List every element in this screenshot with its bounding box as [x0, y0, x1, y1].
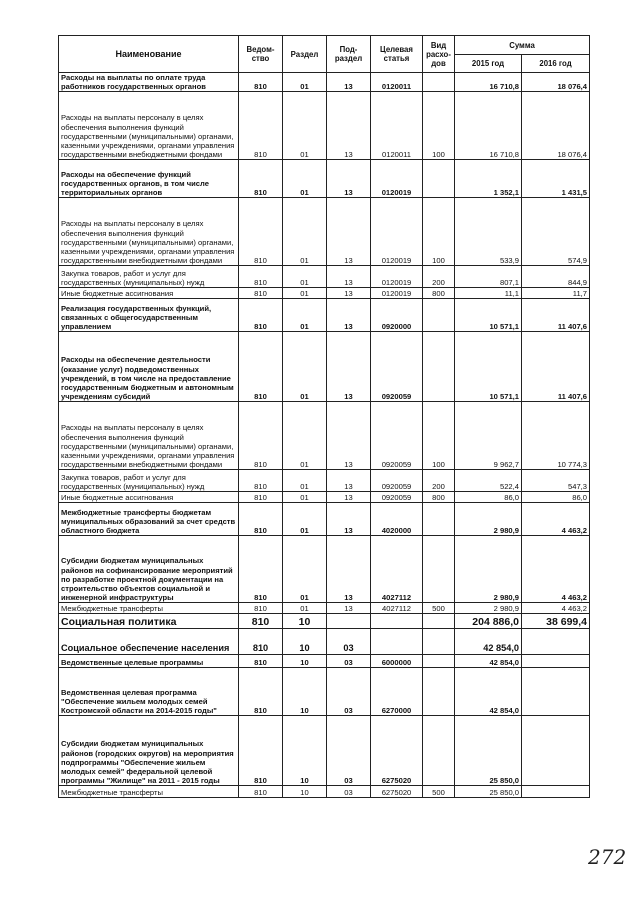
cell-s2016: 11 407,6: [522, 299, 590, 332]
cell-cs: 4020000: [371, 503, 423, 536]
cell-vr: 500: [423, 786, 455, 798]
cell-sec: 10: [283, 655, 327, 668]
cell-s2015: 807,1: [455, 266, 522, 288]
table-header: [59, 36, 590, 73]
cell-s2016: [522, 655, 590, 668]
header-section: Раздел: [283, 36, 327, 73]
cell-vr: [423, 536, 455, 603]
cell-cs: [371, 614, 423, 629]
cell-s2015: 1 352,1: [455, 160, 522, 198]
cell-cs: 0120019: [371, 266, 423, 288]
cell-cs: 0120019: [371, 160, 423, 198]
cell-sec: 10: [283, 629, 327, 655]
cell-name: Межбюджетные трансферты бюджетам муниципальных образований за счет средств областного бюджета: [59, 503, 239, 536]
table-row: [59, 603, 590, 614]
header-target-label: Целевая статья: [380, 45, 413, 63]
cell-sec: 01: [283, 73, 327, 92]
table-row: [59, 92, 590, 160]
table-row: [59, 536, 590, 603]
cell-name: Субсидии бюджетам муниципальных районов (городских округов) на мероприятия подпрограммы "Обеспечение жильем молодых семей" федеральной целевой программы "Жилище" на 2011 - 2015 годы: [59, 716, 239, 786]
cell-cs: 0120011: [371, 92, 423, 160]
cell-s2016: 18 076,4: [522, 73, 590, 92]
cell-s2016: 844,9: [522, 266, 590, 288]
cell-cs: 4027112: [371, 603, 423, 614]
cell-sub: 03: [327, 786, 371, 798]
cell-s2016: 547,3: [522, 470, 590, 492]
cell-cs: 0920059: [371, 332, 423, 402]
cell-s2016: 574,9: [522, 198, 590, 266]
cell-s2016: 11 407,6: [522, 332, 590, 402]
cell-s2015: 2 980,9: [455, 603, 522, 614]
cell-name: Закупка товаров, работ и услуг для государственных (муниципальных) нужд: [59, 266, 239, 288]
table-row: [59, 198, 590, 266]
cell-sub: 13: [327, 470, 371, 492]
header-target: [371, 36, 423, 73]
cell-sec: 01: [283, 503, 327, 536]
cell-vr: [423, 299, 455, 332]
cell-dept: 810: [239, 786, 283, 798]
cell-dept: 810: [239, 73, 283, 92]
cell-vr: 100: [423, 198, 455, 266]
cell-sub: 13: [327, 492, 371, 503]
cell-cs: 0120011: [371, 73, 423, 92]
table-row: [59, 655, 590, 668]
cell-vr: [423, 160, 455, 198]
cell-s2015: 42 854,0: [455, 655, 522, 668]
cell-s2016: [522, 668, 590, 716]
cell-s2015: 25 850,0: [455, 716, 522, 786]
cell-dept: 810: [239, 503, 283, 536]
cell-cs: 6270000: [371, 668, 423, 716]
cell-dept: 810: [239, 402, 283, 470]
cell-sub: 13: [327, 73, 371, 92]
header-dept-label: Ведом- ство: [246, 45, 275, 63]
cell-s2016: 18 076,4: [522, 92, 590, 160]
cell-name: Расходы на выплаты персоналу в целях обеспечения выполнения функций государственными (муниципальными) органами, казенными учреждениями, органами управления государственными внебюджетными фондами: [59, 402, 239, 470]
cell-sub: 13: [327, 503, 371, 536]
cell-sec: 10: [283, 716, 327, 786]
cell-sub: 13: [327, 160, 371, 198]
header-2016: 2016 год: [522, 55, 590, 73]
cell-s2016: 86,0: [522, 492, 590, 503]
cell-vr: 100: [423, 92, 455, 160]
cell-name: Расходы на выплаты по оплате труда работников государственных органов: [59, 73, 239, 92]
cell-s2016: [522, 786, 590, 798]
cell-vr: [423, 629, 455, 655]
cell-name: Иные бюджетные ассигнования: [59, 492, 239, 503]
cell-s2016: 11,7: [522, 288, 590, 299]
cell-dept: 810: [239, 655, 283, 668]
cell-name: Социальное обеспечение населения: [59, 629, 239, 655]
table-row: [59, 73, 590, 92]
budget-table-page: [58, 35, 589, 798]
header-exptype-label: Вид расхо- дов: [426, 40, 451, 68]
cell-cs: 0920059: [371, 470, 423, 492]
cell-name: Расходы на обеспечение деятельности (оказание услуг) подведомственных учреждений, в том числе на предоставление государственным бюджетным и автономным учреждениям субсидий: [59, 332, 239, 402]
cell-sec: 01: [283, 299, 327, 332]
cell-s2016: 4 463,2: [522, 503, 590, 536]
cell-vr: 200: [423, 266, 455, 288]
header-2015: 2015 год: [455, 55, 522, 73]
cell-dept: 810: [239, 492, 283, 503]
cell-vr: [423, 668, 455, 716]
table-row: [59, 299, 590, 332]
cell-cs: 0120019: [371, 198, 423, 266]
cell-s2016: 1 431,5: [522, 160, 590, 198]
cell-sub: [327, 614, 371, 629]
table-row: [59, 786, 590, 798]
cell-cs: 6275020: [371, 786, 423, 798]
cell-name: Субсидии бюджетам муниципальных районов на софинансирование мероприятий по разработке проектной документации на строительство объектов социальной и инженерной инфраструктуры: [59, 536, 239, 603]
cell-sec: 01: [283, 470, 327, 492]
cell-dept: 810: [239, 716, 283, 786]
header-subsection-label: Под- раздел: [334, 45, 363, 63]
table-row: [59, 288, 590, 299]
header-sum: Сумма: [455, 36, 590, 55]
table-row: [59, 668, 590, 716]
cell-name: Закупка товаров, работ и услуг для государственных (муниципальных) нужд: [59, 470, 239, 492]
cell-name: Расходы на обеспечение функций государственных органов, в том числе территориальных органов: [59, 160, 239, 198]
cell-s2015: 204 886,0: [455, 614, 522, 629]
cell-sub: 13: [327, 299, 371, 332]
header-exptype: [423, 36, 455, 73]
table-row: [59, 629, 590, 655]
page-number: 272: [588, 845, 627, 869]
table-row: [59, 470, 590, 492]
cell-cs: 4027112: [371, 536, 423, 603]
cell-s2015: 522,4: [455, 470, 522, 492]
cell-vr: 800: [423, 288, 455, 299]
cell-name: Межбюджетные трансферты: [59, 786, 239, 798]
cell-sub: 03: [327, 668, 371, 716]
cell-vr: 800: [423, 492, 455, 503]
cell-sub: 13: [327, 266, 371, 288]
table-row: [59, 614, 590, 629]
cell-dept: 810: [239, 629, 283, 655]
cell-sec: 01: [283, 492, 327, 503]
cell-name: Расходы на выплаты персоналу в целях обеспечения выполнения функций государственными (муниципальными) органами, казенными учреждениями, органами управления государственными внебюджетными фондами: [59, 92, 239, 160]
cell-sec: 01: [283, 536, 327, 603]
cell-sec: 10: [283, 614, 327, 629]
cell-dept: 810: [239, 288, 283, 299]
cell-sub: 13: [327, 92, 371, 160]
cell-name: Социальная политика: [59, 614, 239, 629]
cell-dept: 810: [239, 470, 283, 492]
cell-name: Реализация государственных функций, связанных с общегосударственным управлением: [59, 299, 239, 332]
cell-vr: 100: [423, 402, 455, 470]
cell-sec: 01: [283, 402, 327, 470]
cell-s2016: [522, 629, 590, 655]
cell-vr: [423, 332, 455, 402]
cell-sec: 01: [283, 603, 327, 614]
cell-sub: 13: [327, 198, 371, 266]
cell-sub: 13: [327, 288, 371, 299]
cell-sec: 01: [283, 288, 327, 299]
cell-s2015: 533,9: [455, 198, 522, 266]
cell-s2015: 9 962,7: [455, 402, 522, 470]
cell-vr: 500: [423, 603, 455, 614]
cell-s2015: 11,1: [455, 288, 522, 299]
cell-s2015: 25 850,0: [455, 786, 522, 798]
cell-s2016: 10 774,3: [522, 402, 590, 470]
cell-s2016: 4 463,2: [522, 603, 590, 614]
cell-s2015: 42 854,0: [455, 629, 522, 655]
cell-s2015: 16 710,8: [455, 73, 522, 92]
table-row: [59, 402, 590, 470]
cell-dept: 810: [239, 299, 283, 332]
cell-s2016: 38 699,4: [522, 614, 590, 629]
cell-cs: 0920059: [371, 492, 423, 503]
cell-sec: 10: [283, 786, 327, 798]
cell-dept: 810: [239, 198, 283, 266]
cell-sec: 01: [283, 198, 327, 266]
cell-name: Расходы на выплаты персоналу в целях обеспечения выполнения функций государственными (муниципальными) органами, казенными учреждениями, органами управления государственными внебюджетными фондами: [59, 198, 239, 266]
table-row: [59, 332, 590, 402]
cell-vr: 200: [423, 470, 455, 492]
cell-dept: 810: [239, 614, 283, 629]
budget-table: [58, 35, 590, 798]
cell-vr: [423, 655, 455, 668]
cell-sec: 01: [283, 160, 327, 198]
table-row: [59, 266, 590, 288]
cell-sub: 13: [327, 332, 371, 402]
cell-cs: 6275020: [371, 716, 423, 786]
cell-sub: 03: [327, 716, 371, 786]
cell-sec: 01: [283, 332, 327, 402]
cell-s2015: 42 854,0: [455, 668, 522, 716]
cell-sec: 01: [283, 92, 327, 160]
header-subsection: [327, 36, 371, 73]
cell-dept: 810: [239, 536, 283, 603]
table-row: [59, 716, 590, 786]
cell-sub: 13: [327, 402, 371, 470]
table-row: [59, 160, 590, 198]
cell-dept: 810: [239, 332, 283, 402]
cell-dept: 810: [239, 266, 283, 288]
cell-vr: [423, 614, 455, 629]
cell-dept: 810: [239, 92, 283, 160]
cell-name: Ведомственная целевая программа "Обеспечение жильем молодых семей Костромской области на 2014-2015 годы": [59, 668, 239, 716]
cell-sub: 13: [327, 536, 371, 603]
cell-s2015: 10 571,1: [455, 332, 522, 402]
cell-s2015: 10 571,1: [455, 299, 522, 332]
header-name: Наименование: [59, 36, 239, 73]
cell-s2016: [522, 716, 590, 786]
cell-sub: 13: [327, 603, 371, 614]
table-row: [59, 503, 590, 536]
cell-s2015: 16 710,8: [455, 92, 522, 160]
cell-s2015: 86,0: [455, 492, 522, 503]
cell-name: Иные бюджетные ассигнования: [59, 288, 239, 299]
cell-vr: [423, 73, 455, 92]
cell-cs: 0920000: [371, 299, 423, 332]
cell-s2016: 4 463,2: [522, 536, 590, 603]
cell-dept: 810: [239, 603, 283, 614]
cell-cs: [371, 629, 423, 655]
cell-s2015: 2 980,9: [455, 536, 522, 603]
table-body: [59, 73, 590, 798]
cell-s2015: 2 980,9: [455, 503, 522, 536]
header-dept: [239, 36, 283, 73]
cell-sec: 10: [283, 668, 327, 716]
cell-dept: 810: [239, 668, 283, 716]
cell-cs: 0120019: [371, 288, 423, 299]
cell-name: Межбюджетные трансферты: [59, 603, 239, 614]
cell-dept: 810: [239, 160, 283, 198]
table-row: [59, 492, 590, 503]
cell-sec: 01: [283, 266, 327, 288]
cell-sub: 03: [327, 629, 371, 655]
cell-cs: 6000000: [371, 655, 423, 668]
cell-vr: [423, 716, 455, 786]
cell-sub: 03: [327, 655, 371, 668]
cell-vr: [423, 503, 455, 536]
cell-cs: 0920059: [371, 402, 423, 470]
cell-name: Ведомственные целевые программы: [59, 655, 239, 668]
